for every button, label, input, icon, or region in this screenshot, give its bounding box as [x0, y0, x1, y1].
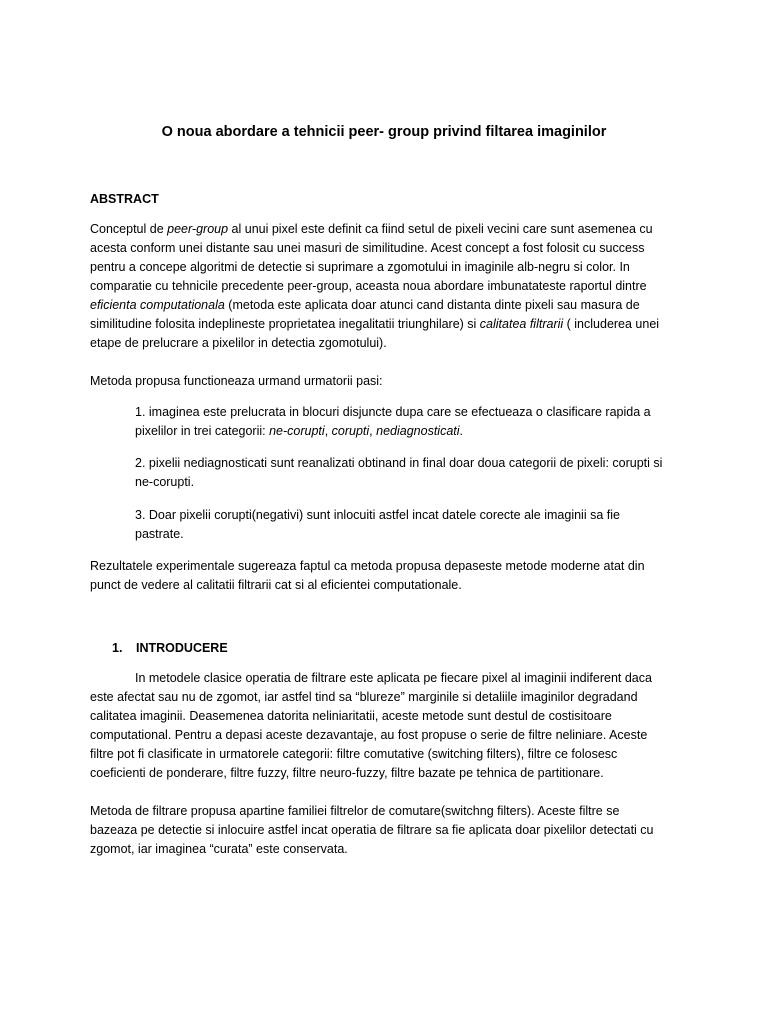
abstract-p1-text-c: al unui pixel este definit ca fiind setul de pixeli vecini care sunt asemenea cu acesta conform unei distante sau unei masuri de similitudine. Acest concept a fost folosit cu success pentru a concepe algoritmi de detectie si suprimare a zgomotului in imaginile alb-negru si color. In comparatie cu tehnicile precedente peer-group, aceasta noua abordare imbunatateste raportul dintre — [90, 222, 653, 293]
section-number: 1. — [112, 641, 123, 655]
abstract-p1-italic-calitatea: calitatea filtrarii — [479, 317, 564, 331]
step-1-sep-1: , — [324, 424, 332, 438]
intro-paragraph-1: In metodele clasice operatia de filtrare este aplicata pe fiecare pixel al imaginii indiferent daca este afectat sau nu de zgomot, iar astfel tind sa “blureze” marginile si detaliile imaginilor degradand calitatea imaginii. Deasemenea datorita neliniaritatii, aceste metode sunt destul de costisitoare computational. Pentru a depasi aceste dezavantaje, au fost propuse o serie de filtre neliniare. Aceste filtre pot fi clasificate in urmatorele categorii: filtre comutative (switching filters), filtre ce folosesc coeficienti de ponderare, filtre fuzzy, filtre neuro-fuzzy, filtre bazate pe tehnica de partitionare. — [90, 671, 652, 780]
abstract-p1-italic-eficienta: eficienta computationala — [90, 298, 225, 312]
step-1-text-a: 1. imaginea este prelucrata in blocuri disjuncte dupa care se efectueaza o clasificare rapida a pixelilor in trei categorii: — [135, 405, 651, 438]
step-1-italic-nediagnosticati: nediagnosticati — [376, 424, 460, 438]
abstract-p1-italic-peer-group: peer-group — [167, 222, 229, 236]
step-1-italic-corupti: corupti — [331, 424, 370, 438]
step-1-italic-ne-corupti: ne-corupti — [269, 424, 325, 438]
step-2: 2. pixelii nediagnosticati sunt reanalizati obtinand in final doar doua categorii de pixeli: corupti si ne-corupti. — [135, 456, 663, 489]
step-1 — [135, 403, 670, 441]
abstract-p1-text-a: Conceptul de — [90, 222, 168, 236]
intro-paragraph-2: Metoda de filtrare propusa apartine familiei filtrelor de comutare(switchng filters). Aceste filtre se bazeaza pe detectie si inlocuire astfel incat operatia de filtrare sa fie aplicata doar pixelilor detectati cu zgomot, iar imaginea “curata” este conservata. — [90, 804, 654, 856]
section-heading-introducere — [112, 641, 228, 655]
abstract-paragraph-3: Rezultatele experimentale sugereaza faptul ca metoda propusa depaseste metode moderne atat din punct de vedere al calitatii filtrarii cat si al eficientei computationale. — [90, 559, 645, 592]
abstract-paragraph-2: Metoda propusa functioneaza urmand urmatorii pasi: — [90, 374, 383, 388]
abstract-paragraph-1 — [90, 220, 670, 353]
abstract-p1-text-e: (metoda este aplicata doar atunci cand distanta dinte pixeli sau masura de similitudine folosita indeplineste proprietatea inegalitatii triunghilare) si — [90, 298, 640, 331]
step-3: 3. Doar pixelii corupti(negativi) sunt inlocuiti astfel incat datele corecte ale imaginii sa fie pastrate. — [135, 508, 620, 541]
step-1-end: . — [459, 424, 464, 438]
abstract-heading: ABSTRACT — [90, 192, 159, 206]
abstract-p1-text-g: ( includerea unei etape de prelucrare a pixelilor in detectia zgomotului). — [90, 317, 660, 350]
document-title: O noua abordare a tehnicii peer- group privind filtarea imaginilor — [161, 124, 607, 140]
section-title: INTRODUCERE — [136, 641, 228, 655]
step-1-sep-2: , — [369, 424, 377, 438]
